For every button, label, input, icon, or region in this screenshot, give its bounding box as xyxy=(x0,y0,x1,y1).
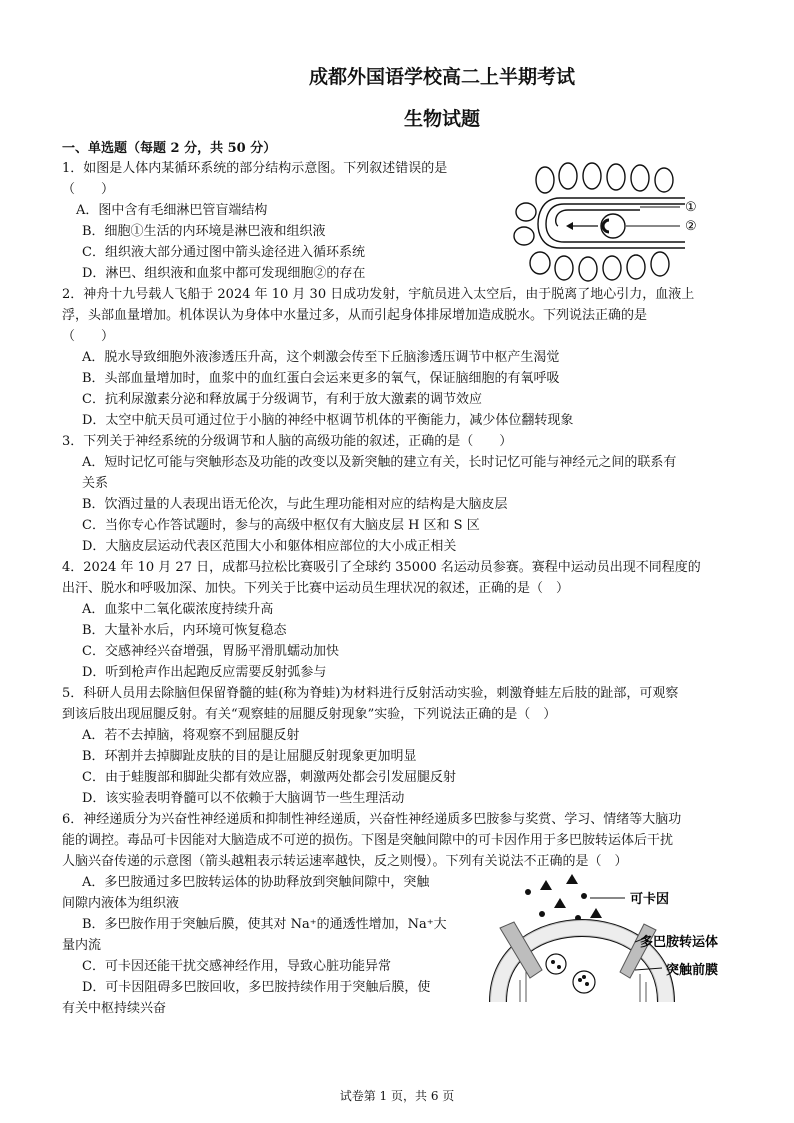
q4-option-b: B．大量补水后，内环境可恢复稳态 xyxy=(82,623,287,638)
q4-stem-line2: 出汗、脱水和呼吸加深、加快。下列关于比赛中运动员生理状况的叙述，正确的是（ ） xyxy=(62,581,570,596)
section-heading: 一、单选题（每题 2 分，共 50 分） xyxy=(62,141,277,156)
q5-option-c: C．由于蛙腹部和脚趾尖都有效应器，刺激两处都会引发屈腿反射 xyxy=(82,770,456,785)
q6-option-a-cont: 间隙内液体为组织液 xyxy=(62,896,180,911)
q6-option-d: D．可卡因阻碍多巴胺回收，多巴胺持续作用于突触后膜，使 xyxy=(82,980,431,995)
q1-paren: （ ） xyxy=(62,182,115,197)
q6-stem-line2: 能的调控。毒品可卡因能对大脑造成不可逆的损伤。下图是突触间隙中的可卡因作用于多巴胺转运体后干扰 xyxy=(62,833,674,848)
exam-subject: 生物试题 xyxy=(403,108,480,130)
q2-option-c: C．抗利尿激素分泌和释放属于分级调节，有利于放大激素的调节效应 xyxy=(82,392,482,407)
q1-option-c: C．组织液大部分通过图中箭头途径进入循环系统 xyxy=(82,245,365,260)
q2-option-b: B．头部血量增加时，血浆中的血红蛋白会运来更多的氧气，保证脑细胞的有氧呼吸 xyxy=(82,371,560,386)
q6-stem-line1: 6．神经递质分为兴奋性神经递质和抑制性神经递质，兴奋性神经递质多巴胺参与奖赏、学习、情绪等大脑功 xyxy=(62,812,682,827)
exam-title: 成都外国语学校高二上半期考试 xyxy=(308,66,575,88)
q6-option-b: B．多巴胺作用于突触后膜，使其对 Na⁺的通透性增加，Na⁺大 xyxy=(82,917,447,932)
q4-option-c: C．交感神经兴奋增强，胃肠平滑肌蠕动加快 xyxy=(82,644,339,659)
label-presynaptic-membrane: 突触前膜 xyxy=(666,963,719,978)
q6-option-d-cont: 有关中枢持续兴奋 xyxy=(62,1001,167,1016)
q6-option-b-cont: 量内流 xyxy=(62,938,102,953)
q5-stem-line1: 5．科研人员用去除脑但保留脊髓的蛙(称为脊蛙)为材料进行反射活动实验，刺激脊蛙左后肢的趾部，可观察 xyxy=(62,686,679,701)
q5-option-a: A．若不去掉脑，将观察不到屈腿反射 xyxy=(82,728,300,743)
q1-stem: 1．如图是人体内某循环系统的部分结构示意图。下列叙述错误的是 xyxy=(62,161,448,176)
q1-option-d: D．淋巴、组织液和血浆中都可发现细胞②的存在 xyxy=(82,266,366,281)
q1-lymph-capillary-figure xyxy=(510,160,720,285)
page-footer: 试卷第 1 页，共 6 页 xyxy=(339,1089,455,1103)
q2-option-d: D．太空中航天员可通过位于小脑的神经中枢调节机体的平衡能力，减少体位翻转现象 xyxy=(82,413,574,428)
q3-option-c: C．当你专心作答试题时，参与的高级中枢仅有大脑皮层 H 区和 S 区 xyxy=(82,518,480,533)
q3-option-d: D．大脑皮层运动代表区范围大小和躯体相应部位的大小成正相关 xyxy=(82,539,457,554)
q2-stem-line2: 浮，头部血量增加。机体误认为身体中水量过多，从而引起身体排尿增加造成脱水。下列说法正确的是 xyxy=(62,308,648,323)
q2-stem-line1: 2．神舟十九号载人飞船于 2024 年 10 月 30 日成功发射，宇航员进入太空后，由于脱离了地心引力，血液上 xyxy=(62,287,695,302)
q3-option-b: B．饮酒过量的人表现出语无伦次，与此生理功能相对应的结构是大脑皮层 xyxy=(82,497,508,512)
q6-option-a: A．多巴胺通过多巴胺转运体的协助释放到突触间隙中，突触 xyxy=(82,875,430,890)
label-cocaine: 可卡因 xyxy=(630,892,670,907)
q6-stem-line3: 人脑兴奋传递的示意图（箭头越粗表示转运速率越快，反之则慢）。下列有关说法不正确的是（ ） xyxy=(62,854,628,869)
label-dopamine-transporter: 多巴胺转运体 xyxy=(640,935,719,950)
q1-option-b: B．细胞①生活的内环境是淋巴液和组织液 xyxy=(82,224,326,239)
q5-option-b: B．环割并去掉脚趾皮肤的目的是让屈腿反射现象更加明显 xyxy=(82,749,417,764)
q4-option-d: D．听到枪声作出起跑反应需要反射弧参与 xyxy=(82,665,327,680)
q1-label-1: ① xyxy=(685,200,697,215)
q3-stem: 3．下列关于神经系统的分级调节和人脑的高级功能的叙述，正确的是（ ） xyxy=(62,434,513,449)
q4-option-a: A．血浆中二氧化碳浓度持续升高 xyxy=(82,602,274,617)
q3-option-a: A．短时记忆可能与突触形态及功能的改变以及新突触的建立有关，长时记忆可能与神经元之间的联系有 xyxy=(82,455,677,470)
q2-paren: （ ） xyxy=(62,329,115,344)
q6-synapse-figure xyxy=(480,870,740,1005)
q4-stem-line1: 4．2024 年 10 月 27 日，成都马拉松比赛吸引了全球约 35000 名运动员参赛。赛程中运动员出现不同程度的 xyxy=(62,560,701,575)
q5-option-d: D．该实验表明脊髓可以不依赖于大脑调节一些生理活动 xyxy=(82,791,405,806)
q2-option-a: A．脱水导致细胞外液渗透压升高，这个刺激会传至下丘脑渗透压调节中枢产生渴觉 xyxy=(82,350,560,365)
q3-option-a-cont: 关系 xyxy=(82,476,109,491)
q5-stem-line2: 到该后肢出现屈腿反射。有关“观察蛙的屈腿反射现象”实验，下列说法正确的是（ ） xyxy=(62,707,557,722)
q6-option-c: C．可卡因还能干扰交感神经作用，导致心脏功能异常 xyxy=(82,959,391,974)
q1-option-a: A．图中含有毛细淋巴管盲端结构 xyxy=(76,203,268,218)
q1-label-2: ② xyxy=(685,219,697,234)
